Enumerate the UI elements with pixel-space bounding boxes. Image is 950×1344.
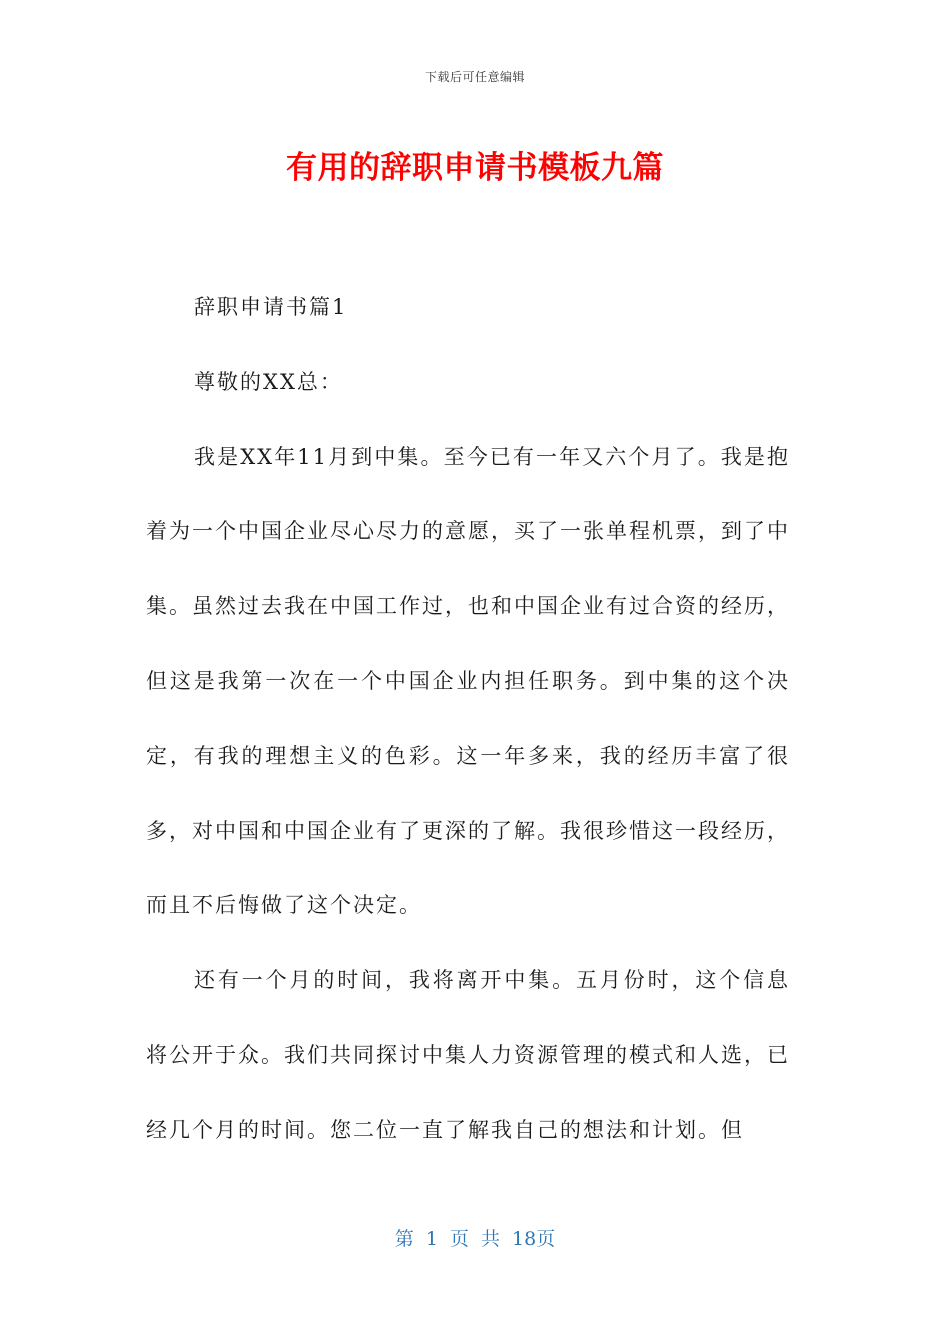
body-paragraph: 我是XX年11月到中集。至今已有一年又六个月了。我是抱着为一个中国企业尽心尽力的意愿，买了一张单程机票，到了中集。虽然过去我在中国工作过，也和中国企业有过合资的经历，但这是我第一次在一个中国企业内担任职务。到中集的这个决定，有我的理想主义的色彩。这一年多来，我的经历丰富了很多，对中国和中国企业有了更深的了解。我很珍惜这一段经历，而且不后悔做了这个决定。: [146, 444, 790, 918]
header-note: 下载后可任意编辑: [424, 70, 525, 84]
page-number: 第 1 页 共 18页: [394, 1228, 556, 1250]
body-paragraph: 还有一个月的时间，我将离开中集。五月份时，这个信息将公开于众。我们共同探讨中集人力资源管理的模式和人选，已经几个月的时间。您二位一直了解我自己的想法和计划。但: [146, 968, 790, 1142]
section-heading: 辞职申请书篇1: [194, 295, 348, 319]
salutation: 尊敬的XX总：: [194, 369, 343, 394]
document-title: 有用的辞职申请书模板九篇: [286, 150, 664, 186]
document-body: [146, 270, 790, 1168]
